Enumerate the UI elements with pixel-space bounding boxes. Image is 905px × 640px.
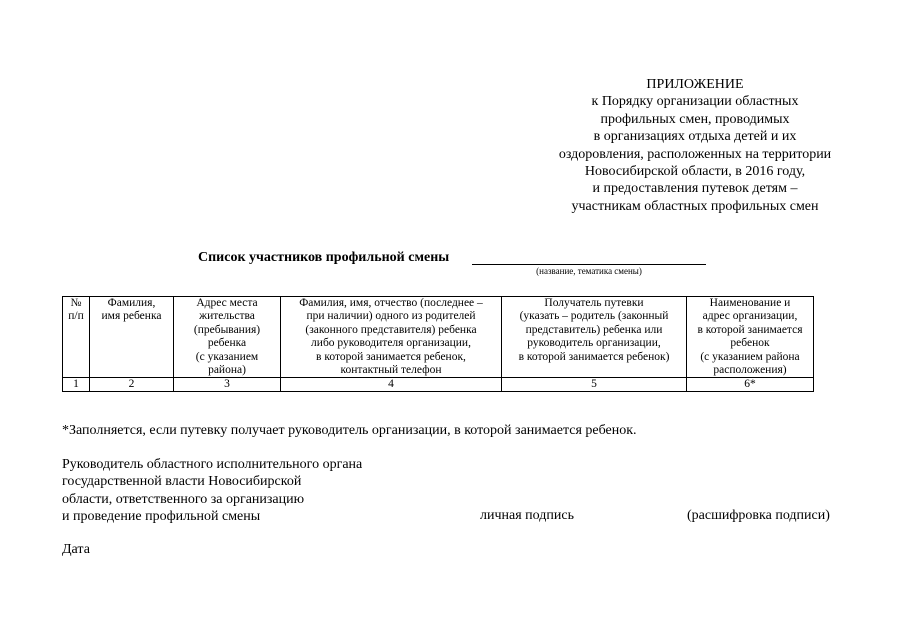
- column-number-cell: 2: [90, 378, 174, 392]
- appendix-line: оздоровления, расположенных на территории: [558, 146, 832, 162]
- column-number-cell: 5: [502, 378, 687, 392]
- signature-line: Руководитель областного исполнительного органа: [62, 457, 363, 472]
- footnote: *Заполняется, если путевку получает руководитель организации, в которой занимается ребенок.: [62, 423, 637, 438]
- appendix-title: ПРИЛОЖЕНИЕ: [646, 77, 744, 92]
- header-number: № п/п: [63, 297, 90, 378]
- header-voucher-recipient: Получатель путевки (указать – родитель (законный представитель) ребенка или руководитель организации, в которой занимается ребенок): [502, 297, 687, 378]
- table-header-row: [63, 297, 814, 378]
- appendix-line: в организациях отдыха детей и их: [593, 129, 797, 145]
- participants-table: [62, 296, 814, 392]
- shift-name-caption: (название, тематика смены): [536, 266, 642, 276]
- date-label: Дата: [62, 542, 90, 557]
- header-child-address: Адрес места жительства (пребывания) ребенка (с указанием района): [174, 297, 281, 378]
- signature-line: и проведение профильной смены: [62, 508, 261, 524]
- header-organization: Наименование и адрес организации, в которой занимается ребенок (с указанием района расположения): [687, 297, 814, 378]
- column-number-cell: 1: [63, 378, 90, 392]
- appendix-line: участникам областных профильных смен: [571, 198, 819, 214]
- appendix-line: и предоставления путевок детям –: [592, 181, 798, 197]
- appendix-line: Новосибирской области, в 2016 году,: [584, 164, 806, 180]
- shift-name-blank-line: [472, 264, 706, 265]
- column-number-cell: 3: [174, 378, 281, 392]
- appendix-block: [540, 76, 850, 215]
- header-parent-info: Фамилия, имя, отчество (последнее – при наличии) одного из родителей (законного представителя) ребенка либо руководителя организации, в которой занимается ребенок, контактный телефон: [281, 297, 502, 378]
- column-number-cell: 6*: [687, 378, 814, 392]
- table-number-row: [63, 378, 814, 392]
- signature-decoding-label: (расшифровка подписи): [687, 508, 830, 523]
- signature-line: государственной власти Новосибирской: [62, 474, 302, 490]
- signature-line: области, ответственного за организацию: [62, 491, 305, 507]
- signature-block: [62, 456, 362, 525]
- list-title: Список участников профильной смены: [198, 250, 450, 265]
- appendix-line: к Порядку организации областных: [591, 94, 799, 110]
- column-number-cell: 4: [281, 378, 502, 392]
- personal-signature-label: личная подпись: [480, 508, 574, 523]
- header-child-name: Фамилия, имя ребенка: [90, 297, 174, 378]
- appendix-line: профильных смен, проводимых: [600, 111, 790, 127]
